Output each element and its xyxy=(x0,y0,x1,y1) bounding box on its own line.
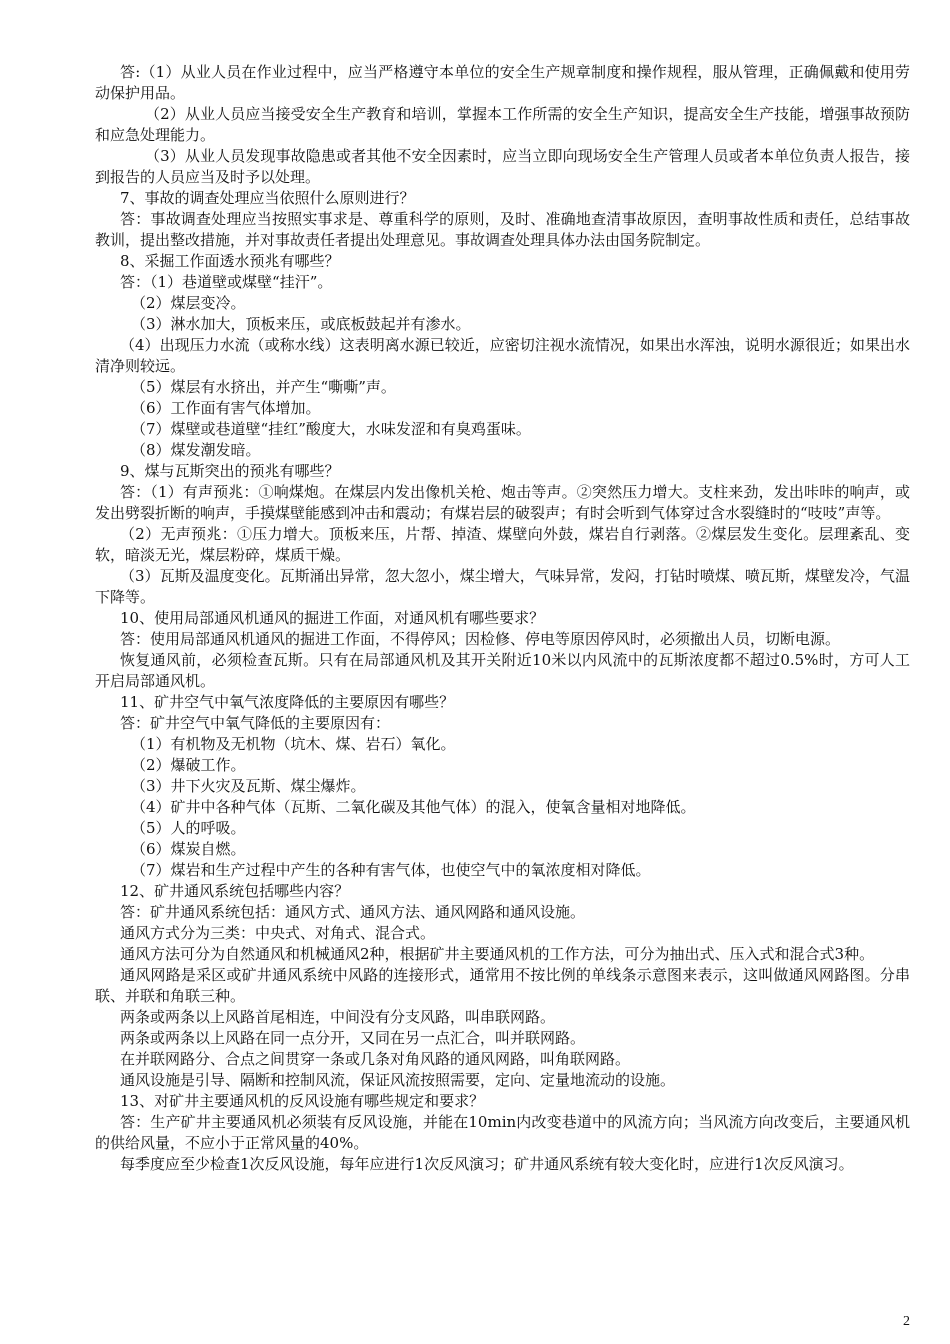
list-item: （4）矿井中各种气体（瓦斯、二氧化碳及其他气体）的混入，使氧含量相对地降低。 xyxy=(131,798,696,816)
question-heading: 8、采掘工作面透水预兆有哪些？ xyxy=(120,252,340,270)
document-body xyxy=(95,62,910,1175)
paragraph: （3）从业人员发现事故隐患或者其他不安全因素时，应当立即向现场安全生产管理人员或者本单位负责人报告，接到报告的人员应当及时予以处理。 xyxy=(95,147,910,186)
paragraph: 答：矿井通风系统包括：通风方式、通风方法、通风网路和通风设施。 xyxy=(120,903,586,921)
list-item: （7）煤壁或巷道壁“挂红”酸度大，水味发涩和有臭鸡蛋味。 xyxy=(131,420,531,438)
paragraph: 通风方式分为三类：中央式、对角式、混合式。 xyxy=(120,924,436,942)
paragraph: 答：（1）巷道壁或煤壁“挂汗”。 xyxy=(120,273,333,291)
paragraph: （4）出现压力水流（或称水线）这表明离水源已较近，应密切注视水流情况，如果出水浑浊，说明水源很近；如果出水清净则较远。 xyxy=(95,336,910,375)
list-item: （2）煤层变冷。 xyxy=(131,294,246,312)
paragraph: 通风设施是引导、隔断和控制风流，保证风流按照需要，定向、定量地流动的设施。 xyxy=(120,1071,676,1089)
paragraph: 答：生产矿井主要通风机必须装有反风设施，并能在10min内改变巷道中的风流方向；当风流方向改变后，主要通风机的供给风量，不应小于正常风量的40%。 xyxy=(95,1113,910,1152)
paragraph: 每季度应至少检查1次反风设施，每年应进行1次反风演习；矿井通风系统有较大变化时，应进行1次反风演习。 xyxy=(120,1155,854,1173)
paragraph: 通风网路是采区或矿井通风系统中风路的连接形式，通常用不按比例的单线条示意图来表示，这叫做通风网路图。分串联、并联和角联三种。 xyxy=(95,966,910,1005)
list-item: （6）工作面有害气体增加。 xyxy=(131,399,321,417)
list-item: （2）爆破工作。 xyxy=(131,756,246,774)
list-item: （6）煤炭自燃。 xyxy=(131,840,246,858)
paragraph: 答：矿井空气中氧气降低的主要原因有： xyxy=(120,714,391,732)
paragraph: 通风方法可分为自然通风和机械通风2种，根据矿井主要通风机的工作方法，可分为抽出式、压入式和混合式3种。 xyxy=(120,945,875,963)
question-heading: 7、事故的调查处理应当依照什么原则进行？ xyxy=(120,189,415,207)
question-heading: 9、煤与瓦斯突出的预兆有哪些？ xyxy=(120,462,340,480)
list-item: （3）淋水加大，顶板来压，或底板鼓起并有渗水。 xyxy=(131,315,471,333)
paragraph: 两条或两条以上风路首尾相连，中间没有分支风路，叫串联网路。 xyxy=(120,1008,556,1026)
list-item: （3）井下火灾及瓦斯、煤尘爆炸。 xyxy=(131,777,366,795)
page-number: 2 xyxy=(903,1314,910,1329)
question-heading: 11、矿井空气中氧气浓度降低的主要原因有哪些？ xyxy=(120,693,455,711)
paragraph: 在并联网路分、合点之间贯穿一条或几条对角风路的通风网路，叫角联网路。 xyxy=(120,1050,631,1068)
paragraph: 恢复通风前，必须检查瓦斯。只有在局部通风机及其开关附近10米以内风流中的瓦斯浓度都不超过0.5%时，方可人工开启局部通风机。 xyxy=(95,651,910,690)
list-item: （7）煤岩和生产过程中产生的各种有害气体，也使空气中的氧浓度相对降低。 xyxy=(131,861,651,879)
question-heading: 13、对矿井主要通风机的反风设施有哪些规定和要求？ xyxy=(120,1092,485,1110)
list-item: （5）煤层有水挤出，并产生“嘶嘶”声。 xyxy=(131,378,396,396)
paragraph: （3）瓦斯及温度变化。瓦斯涌出异常，忽大忽小，煤尘增大，气味异常，发闷，打钻时喷煤、喷瓦斯，煤壁发冷，气温下降等。 xyxy=(95,567,910,606)
paragraph: 答：（1）有声预兆：①响煤炮。在煤层内发出像机关枪、炮击等声。②突然压力增大。支柱来劲，发出咔咔的响声，或发出劈裂折断的响声，手摸煤壁能感到冲击和震动；有煤岩层的破裂声；有时会听到气体穿过含水裂缝时的“吱吱”声等。 xyxy=(95,483,910,522)
list-item: （5）人的呼吸。 xyxy=(131,819,246,837)
paragraph: 答：使用局部通风机通风的掘进工作面，不得停风；因检修、停电等原因停风时，必须撤出人员，切断电源。 xyxy=(120,630,841,648)
paragraph: 两条或两条以上风路在同一点分开，又同在另一点汇合，叫并联网路。 xyxy=(120,1029,586,1047)
list-item: （1）有机物及无机物（坑木、煤、岩石）氧化。 xyxy=(131,735,456,753)
paragraph: 答:（1）从业人员在作业过程中，应当严格遵守本单位的安全生产规章制度和操作规程，服从管理，正确佩戴和使用劳动保护用品。 xyxy=(95,63,910,102)
list-item: （8）煤发潮发暗。 xyxy=(131,441,261,459)
paragraph: （2）从业人员应当接受安全生产教育和培训，掌握本工作所需的安全生产知识，提高安全生产技能，增强事故预防和应急处理能力。 xyxy=(95,105,910,144)
paragraph: 答：事故调查处理应当按照实事求是、尊重科学的原则，及时、准确地查清事故原因，查明事故性质和责任，总结事故教训，提出整改措施，并对事故责任者提出处理意见。事故调查处理具体办法由国务院制定。 xyxy=(95,210,910,249)
question-heading: 10、使用局部通风机通风的掘进工作面，对通风机有哪些要求？ xyxy=(120,609,545,627)
paragraph: （2）无声预兆：①压力增大。顶板来压，片帮、掉渣、煤壁向外鼓，煤岩自行剥落。②煤层发生变化。层理紊乱、变软，暗淡无光，煤层粉碎，煤质干燥。 xyxy=(95,525,910,564)
question-heading: 12、矿井通风系统包括哪些内容？ xyxy=(120,882,350,900)
